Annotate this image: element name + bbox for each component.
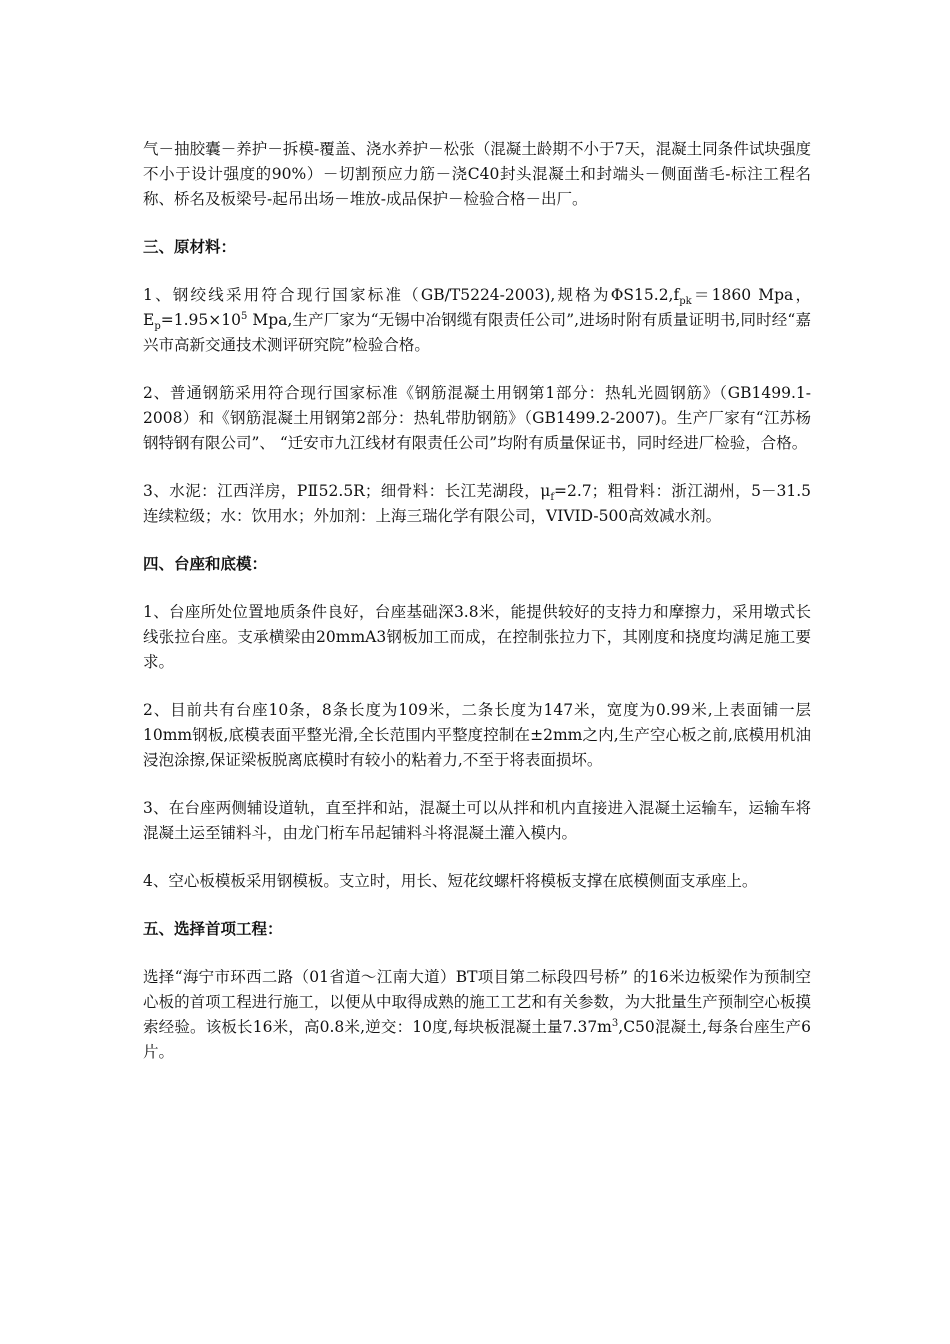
paragraph-pedestal-3: 3、在台座两侧辅设道轨，直至拌和站，混凝土可以从拌和机内直接进入混凝土运输车，运输车将混凝土运至铺料斗，由龙门桁车吊起铺料斗将混凝土灌入模内。 xyxy=(143,799,811,842)
paragraph-pedestal-4: 4、空心板模板采用钢模板。支立时，用长、短花纹螺杆将模板支撑在底模侧面支承座上。 xyxy=(143,872,758,890)
paragraph-process-flow: 气－抽胶囊－养护－拆模-覆盖、浇水养护－松张（混凝土龄期不小于7天，混凝土同条件试块强度不小于设计强度的90%）－切割预应力筋－浇C40封头混凝土和封端头－侧面凿毛-标注工程名称、桥名及板梁号-起吊出场－堆放-成品保护－检验合格－出厂。 xyxy=(143,140,811,208)
paragraph-pedestal-1: 1、台座所处位置地质条件良好，台座基础深3.8米，能提供较好的支持力和摩擦力，采用墩式长线张拉台座。支承横梁由20mmA3钢板加工而成，在控制张拉力下，其刚度和挠度均满足施工要求。 xyxy=(143,603,811,671)
paragraph-rebar: 2、普通钢筋采用符合现行国家标准《钢筋混凝土用钢第1部分：热轧光圆钢筋》（GB1499.1-2008）和《钢筋混凝土用钢第2部分：热轧带肋钢筋》（GB1499.2-2007)。生产厂家有“江苏杨钢特钢有限公司”、 “迁安市九江线材有限责任公司”均附有质量保证书，同时经进厂检验，合格。 xyxy=(143,384,811,452)
section-heading-pedestal: 四、台座和底模： xyxy=(143,555,268,573)
paragraph-strand: 1、钢绞线采用符合现行国家标准（GB/T5224-2003),规格为$\Phi S15.2,f_{pk}=1860$ Mpa， $E_p=1.95\times 10^5$ Mpa,生产厂家为“无锡中冶钢缆有限责任公司”,进场时附有质量证明书,同时经“嘉兴市高新交通技术测评研究院”检验合格。 xyxy=(143,286,811,354)
paragraph-pedestal-2: 2、目前共有台座10条，8条长度为109米，二条长度为147米，宽度为0.99米,上表面铺一层10mm钢板,底模表面平整光滑,全长范围内平整度控制在±2mm之内,生产空心板之前,底模用机油浸泡涂擦,保证梁板脱离底模时有较小的粘着力,不至于将表面损坏。 xyxy=(143,701,811,769)
section-heading-raw-materials: 三、原材料： xyxy=(143,238,237,256)
paragraph-cement: 3、水泥：江西洋房，PⅡ52.5R；细骨料：长江芜湖段，$\mu_f=2.7$；粗骨料：浙江湖州，5－31.5连续粒级；水：饮用水；外加剂：上海三瑞化学有限公司，VIVID-500高效减水剂。 xyxy=(143,482,811,525)
paragraph-first-project: 选择“海宁市环西二路（01省道～江南大道）BT项目第二标段四号桥” 的16米边板梁作为预制空心板的首项工程进行施工，以便从中取得成熟的施工工艺和有关参数，为大批量生产预制空心板摸索经验。该板长16米，高0.8米,逆交：10度,每块板混凝土量$7.37m^3,C50$混凝土,每条台座生产6片。 xyxy=(143,968,811,1061)
document-page xyxy=(143,137,811,1088)
section-heading-first-project: 五、选择首项工程： xyxy=(143,920,283,938)
